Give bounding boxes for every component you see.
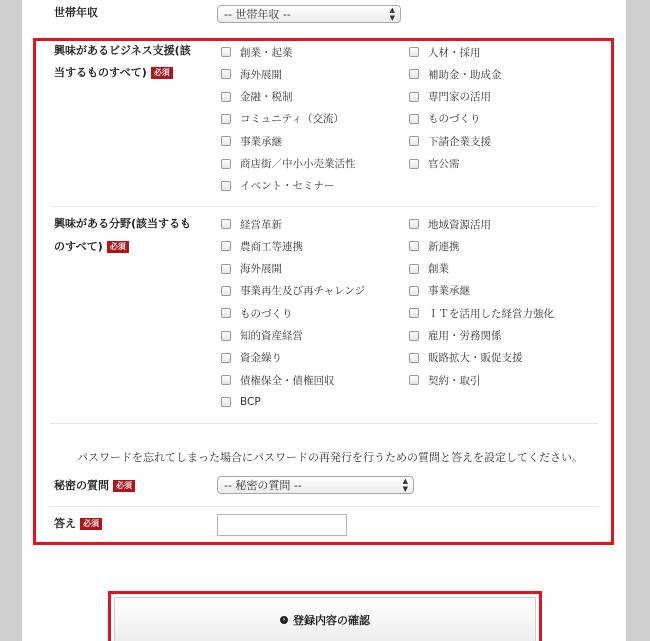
checkbox-icon[interactable] [409,375,419,385]
checkbox-icon[interactable] [409,47,419,57]
checkbox-icon[interactable] [221,286,231,296]
income-select[interactable] [217,5,401,23]
checkbox-icon[interactable] [409,286,419,296]
checkbox-label: 官公需 [428,158,460,170]
fields-checkbox-item[interactable] [221,283,365,299]
checkbox-label: 下請企業支援 [428,135,491,148]
checkbox-label: 雇用・労務関係 [428,330,502,342]
business-checkbox-item[interactable] [409,111,481,127]
checkbox-icon[interactable] [409,114,419,124]
select-arrows-icon: ▲ ▼ [389,6,395,22]
checkbox-label: 人材・採用 [428,46,481,59]
checkbox-label: 契約・取引 [428,374,481,387]
checkbox-icon[interactable] [221,397,231,407]
section-divider [50,423,598,424]
checkbox-icon[interactable] [409,136,419,146]
fields-label-line1: 興味がある分野(該当するも [54,217,192,230]
business-checkbox-item[interactable] [221,89,293,105]
checkbox-icon[interactable] [221,375,231,385]
select-arrows-icon: ▲ ▼ [402,477,408,493]
checkbox-label: コミュニティ（交流） [240,113,344,126]
fields-checkbox-item[interactable] [409,283,470,299]
checkbox-label: 農商工等連携 [240,240,303,253]
business-checkbox-item[interactable] [409,156,460,172]
checkbox-label: 販路拡大・販促支援 [428,352,523,365]
required-badge: 必須 [113,480,135,492]
fields-checkbox-item[interactable] [221,216,282,232]
checkbox-label: 事業承継 [240,135,282,148]
checkbox-label: 新連携 [428,240,460,253]
fields-checkbox-item[interactable] [409,216,491,232]
checkbox-icon[interactable] [221,159,231,169]
checkbox-icon[interactable] [409,353,419,363]
answer-label: 答え 必須 [54,513,102,535]
checkbox-icon[interactable] [409,92,419,102]
fields-checkbox-item[interactable] [221,350,282,366]
fields-checkbox-item[interactable] [221,394,261,410]
business-checkbox-item[interactable] [221,111,344,127]
secret-question-value: -- 秘密の質問 -- [224,479,302,492]
confirm-button[interactable] [114,597,536,641]
checkbox-icon[interactable] [221,219,231,229]
business-checkbox-item[interactable] [221,44,293,60]
fields-label-line2: のすべて) 必須 [54,236,129,258]
checkbox-label: 事業承継 [428,285,470,298]
checkbox-label: BCP [240,396,261,409]
required-badge: 必須 [80,518,102,530]
checkbox-label: 商店街／中小小売業活性 [240,158,356,170]
answer-input[interactable] [217,514,347,536]
checkbox-icon[interactable] [221,264,231,274]
section-divider [50,206,598,207]
business-label-line2: 当するものすべて) 必須 [54,62,173,84]
checkbox-icon[interactable] [409,308,419,318]
checkbox-label: ものづくり [240,307,293,320]
section-divider [50,506,598,507]
checkbox-icon[interactable] [221,308,231,318]
income-select-value: -- 世帯年収 -- [224,8,291,21]
secret-question-label: 秘密の質問 必須 [54,475,135,497]
checkbox-label: 知的資産経営 [240,330,303,342]
checkbox-label: 資金繰り [240,352,282,365]
checkbox-icon[interactable] [221,136,231,146]
business-label-line1: 興味があるビジネス支援(該 [54,44,191,57]
fields-checkbox-item[interactable] [221,238,303,254]
checkbox-label: 補助金・助成金 [428,68,502,81]
fields-checkbox-item[interactable] [221,261,282,277]
fields-checkbox-item[interactable] [409,305,554,321]
fields-checkbox-item[interactable] [221,328,303,344]
fields-checkbox-item[interactable] [409,372,481,388]
fields-checkbox-item[interactable] [409,238,460,254]
arrow-circle-icon: › [280,616,288,624]
business-checkbox-item[interactable] [409,89,491,105]
checkbox-label: 海外展開 [240,263,282,276]
required-badge: 必須 [151,67,173,79]
business-checkbox-item[interactable] [221,66,282,82]
business-checkbox-item[interactable] [409,44,481,60]
checkbox-label: イベント・セミナー [240,180,335,193]
fields-checkbox-item[interactable] [409,350,523,366]
checkbox-label: 専門家の活用 [428,91,491,104]
checkbox-icon[interactable] [409,69,419,79]
checkbox-icon[interactable] [409,264,419,274]
checkbox-icon[interactable] [409,219,419,229]
fields-checkbox-item[interactable] [221,372,335,388]
checkbox-label: 債権保全・債権回収 [240,374,335,387]
secret-question-select[interactable] [217,476,414,494]
checkbox-label: ものづくり [428,113,481,126]
confirm-button-label: 登録内容の確認 [293,613,370,627]
checkbox-icon[interactable] [221,241,231,251]
business-checkbox-item[interactable] [409,133,491,149]
checkbox-icon[interactable] [221,92,231,102]
checkbox-icon[interactable] [409,159,419,169]
checkbox-icon[interactable] [221,69,231,79]
checkbox-label: 金融・税制 [240,91,293,104]
checkbox-label: 海外展開 [240,68,282,81]
required-badge: 必須 [107,241,129,253]
password-note: パスワードを忘れてしまった場合にパスワードの再発行を行うための質問と答えを設定してください。 [77,451,583,464]
checkbox-label: 創業・起業 [240,46,293,59]
checkbox-label: ＩＴを活用した経営力強化 [428,307,554,320]
business-checkbox-item[interactable] [221,178,335,194]
checkbox-icon[interactable] [221,47,231,57]
checkbox-icon[interactable] [221,331,231,341]
fields-checkbox-item[interactable] [409,261,449,277]
checkbox-icon[interactable] [221,181,231,191]
business-checkbox-item[interactable] [221,156,356,172]
checkbox-icon[interactable] [409,241,419,251]
business-checkbox-item[interactable] [221,133,282,149]
checkbox-label: 事業再生及び再チャレンジ [240,285,366,298]
checkbox-label: 地域資源活用 [428,218,491,231]
checkbox-icon[interactable] [409,331,419,341]
income-label: 世帯年収 [54,6,98,19]
checkbox-label: 経営革新 [240,218,282,231]
checkbox-icon[interactable] [221,114,231,124]
checkbox-label: 創業 [428,263,449,276]
fields-checkbox-item[interactable] [221,305,293,321]
fields-checkbox-item[interactable] [409,328,502,344]
business-checkbox-item[interactable] [409,66,502,82]
checkbox-icon[interactable] [221,353,231,363]
